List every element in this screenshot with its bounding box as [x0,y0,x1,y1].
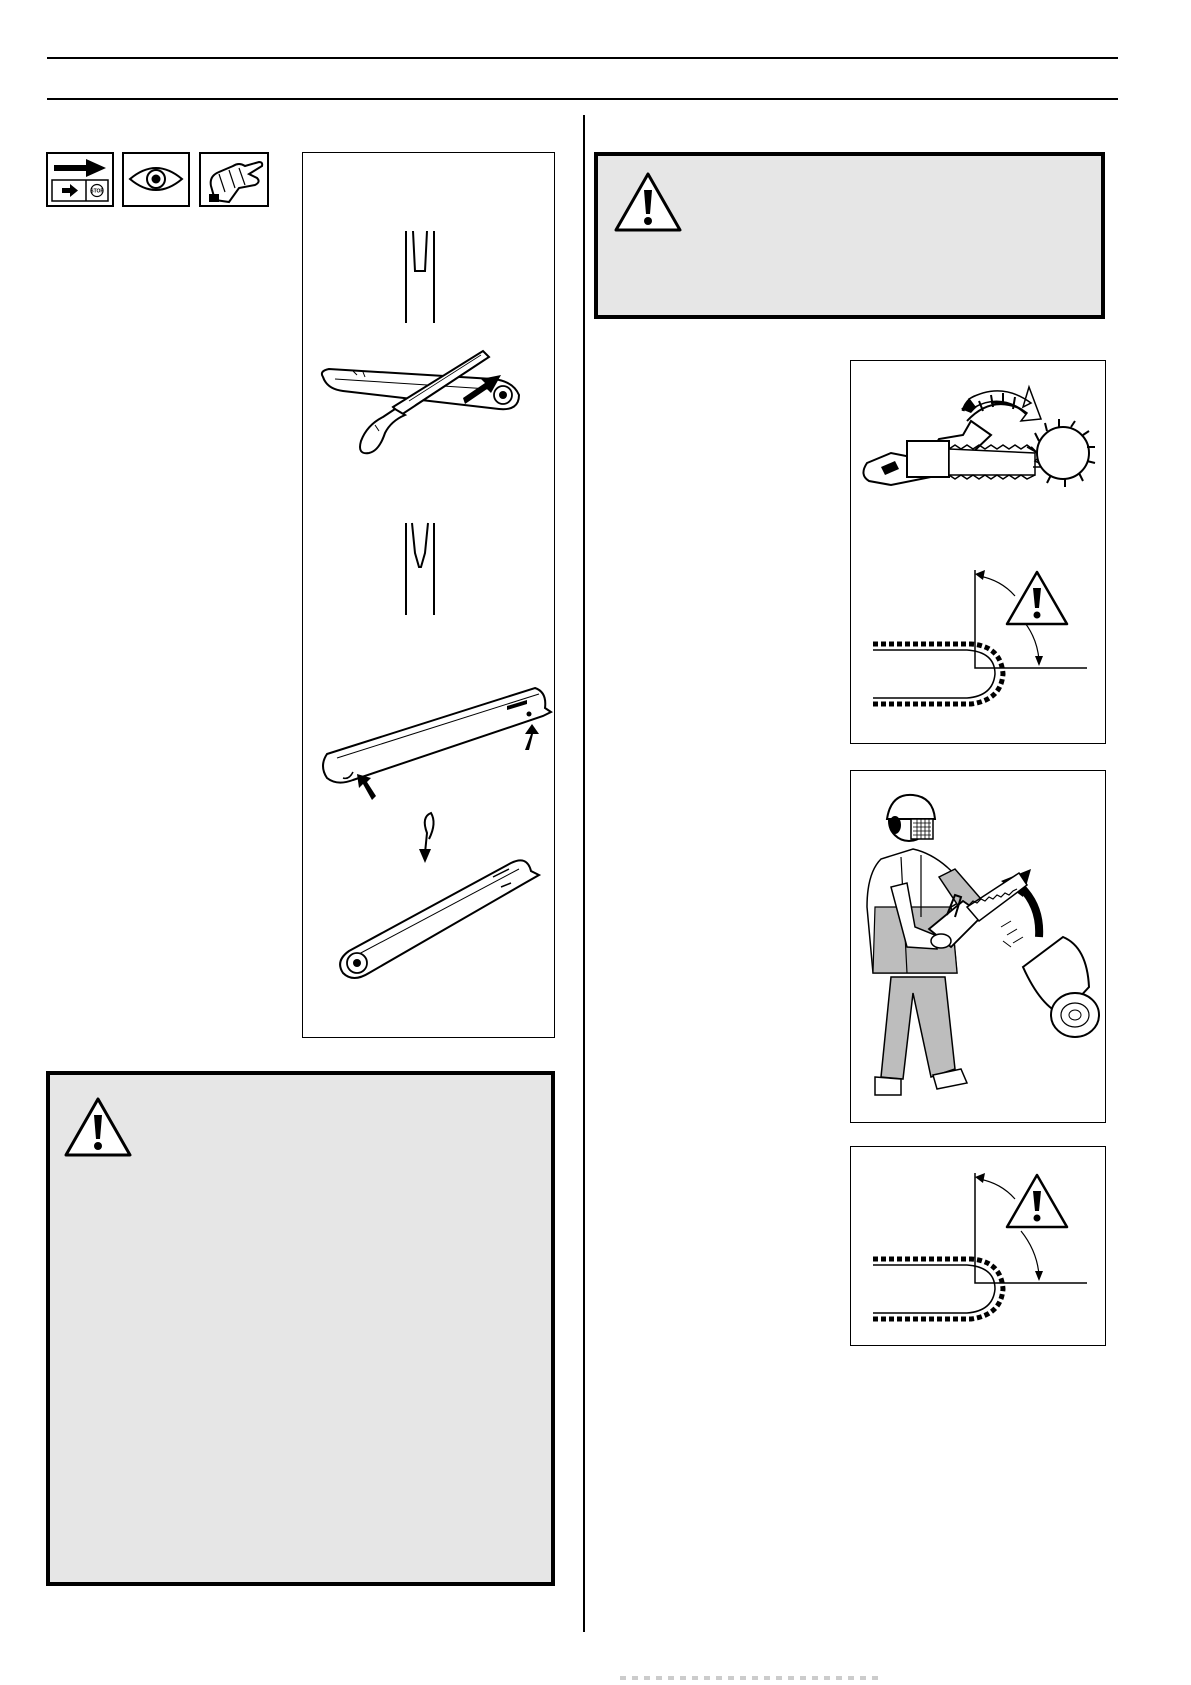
kickback-zone-chain-figure [851,556,1101,716]
kickback-saw-figure [851,381,1101,531]
bar-reverse-figure [313,803,553,1003]
warning-triangle-icon [62,1095,134,1159]
header-rule-top [47,57,1118,59]
column-divider [583,115,585,1632]
warning-box-bottom-left [46,1071,555,1586]
icon-row [46,152,271,208]
warning-triangle-icon [612,170,684,234]
kickback-figure-frame [850,360,1106,744]
left-figure-frame [302,152,555,1038]
warning-box-top-right [594,152,1105,319]
kickback-operator-figure [851,777,1101,1117]
eye-protection-icon [122,152,190,207]
header-rule-bottom [47,98,1118,100]
footer-marks [620,1676,880,1680]
stop-switch-icon [46,152,114,207]
bar-groove-worn-figure [388,231,448,331]
kickback-zone-chain-figure-2 [851,1147,1101,1327]
kickback-zone-frame-2 [850,1146,1106,1346]
protective-glove-icon [199,152,269,207]
bar-filing-figure [313,343,543,463]
bar-oil-holes-figure [313,668,553,808]
bar-groove-square-figure [388,523,448,623]
stop-label: STOP [90,188,104,195]
operator-figure-frame [850,770,1106,1123]
